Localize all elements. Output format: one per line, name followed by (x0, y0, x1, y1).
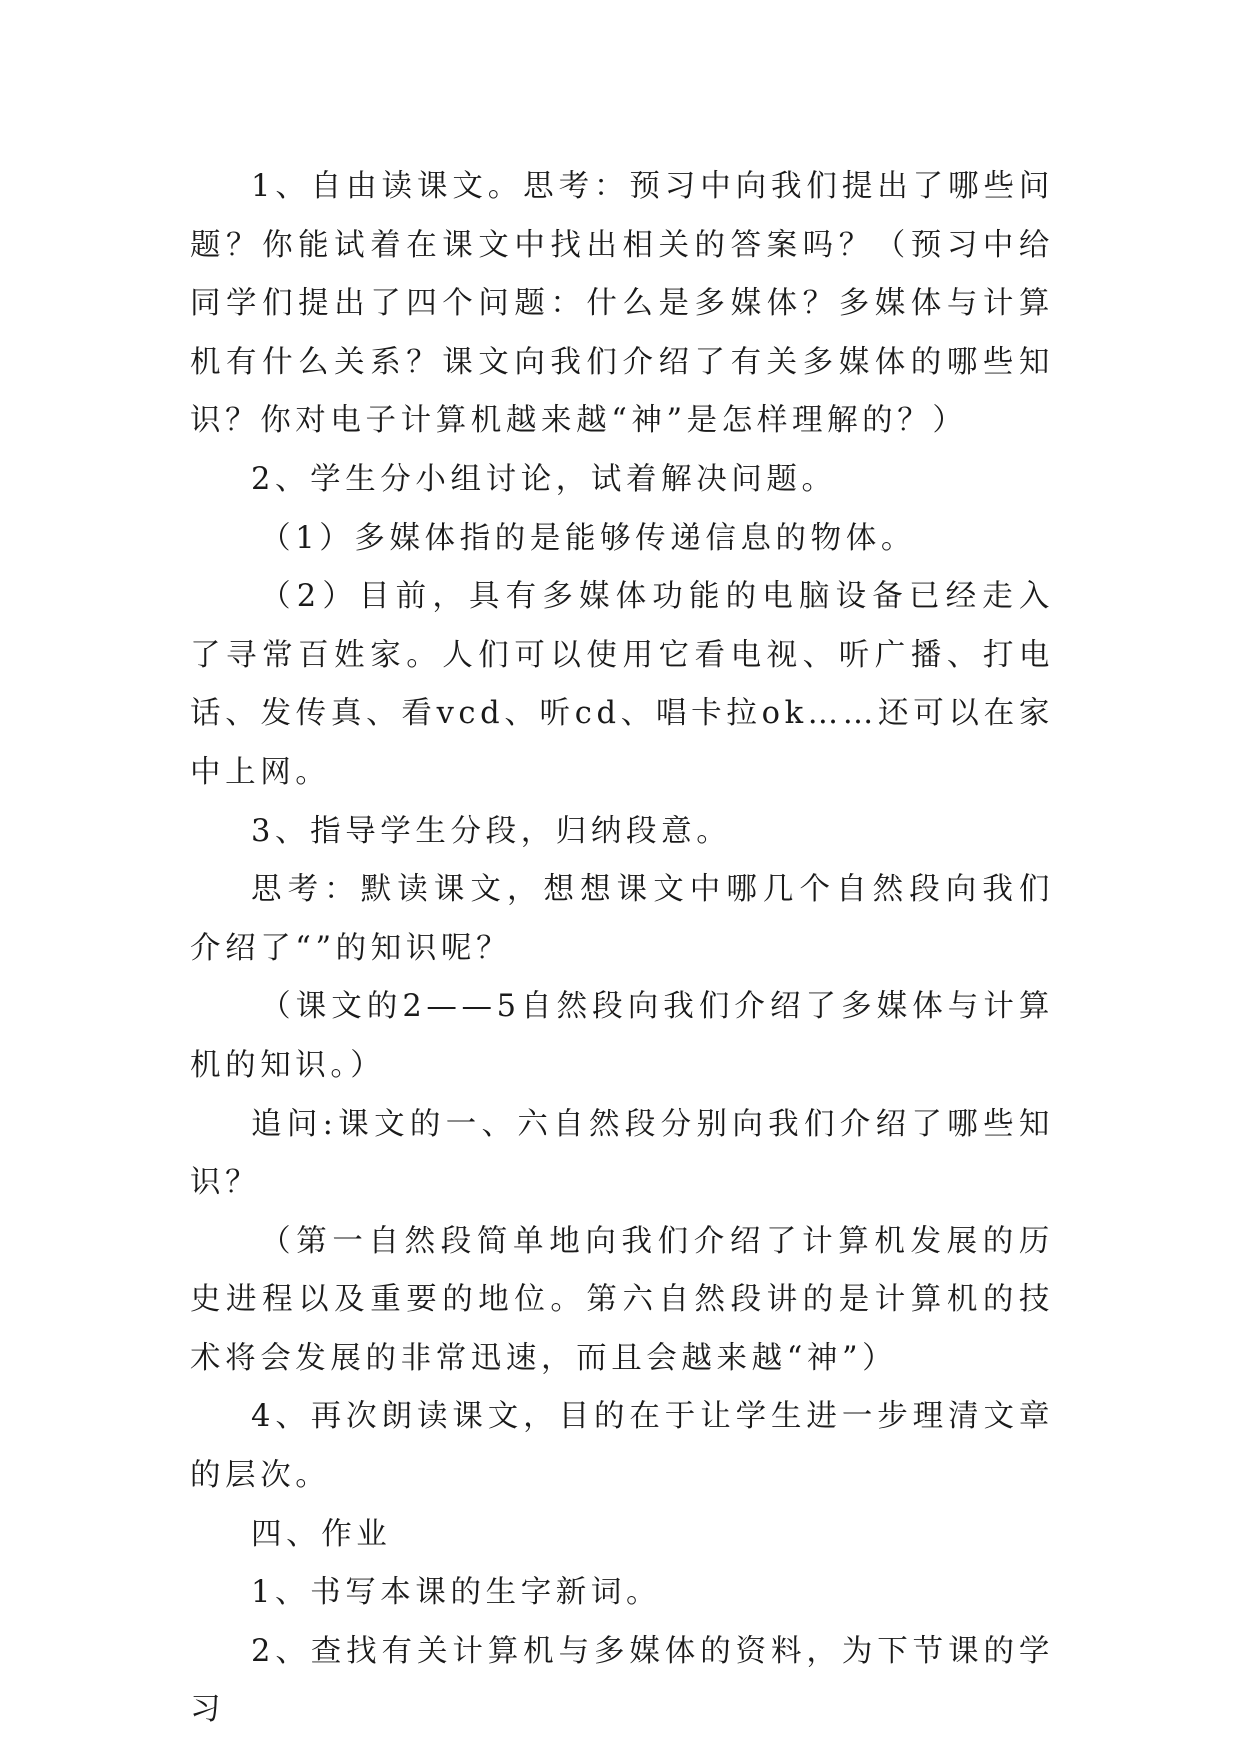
paragraph-answer-2: （2）目前，具有多媒体功能的电脑设备已经走入了寻常百姓家。人们可以使用它看电视、听广播、打电话、发传真、看vcd、听cd、唱卡拉ok……还可以在家中上网。 (190, 579, 1054, 790)
paragraph-think: 思考：默读课文，想想课文中哪几个自然段向我们介绍了“”的知识呢？ (190, 872, 1054, 966)
paragraph-think-answer: （课文的2——5自然段向我们介绍了多媒体与计算机的知识。） (190, 989, 1054, 1083)
paragraph-group-discussion: 2、学生分小组讨论，试着解决问题。 (251, 461, 837, 497)
paragraph-reread: 4、再次朗读课文，目的在于让学生进一步理清文章的层次。 (190, 1399, 1054, 1494)
heading-homework: 四、作业 (251, 1516, 392, 1552)
paragraph-follow-up-answer: （第一自然段简单地向我们介绍了计算机发展的历史进程以及重要的地位。第六自然段讲的是计算机的技术将会发展的非常迅速，而且会越来越“神”） (190, 1223, 1054, 1376)
document-page (190, 158, 1054, 1740)
paragraph-divide-sections: 3、指导学生分段，归纳段意。 (251, 813, 732, 849)
paragraph-homework-2: 2、查找有关计算机与多媒体的资料，为下节课的学习 (190, 1633, 1054, 1728)
paragraph-homework-1: 1、书写本课的生字新词。 (251, 1575, 662, 1611)
paragraph-reading-questions: 1、自由读课文。思考：预习中向我们提出了哪些问题？你能试着在课文中找出相关的答案吗？（预习中给同学们提出了四个问题：什么是多媒体？多媒体与计算机有什么关系？课文向我们介绍了有关多媒体的哪些知识？你对电子计算机越来越“神”是怎样理解的？） (190, 169, 1054, 439)
paragraph-follow-up-question: 追问:课文的一、六自然段分别向我们介绍了哪些知识？ (190, 1106, 1054, 1201)
paragraph-answer-1: （1）多媒体指的是能够传递信息的物体。 (260, 520, 916, 556)
